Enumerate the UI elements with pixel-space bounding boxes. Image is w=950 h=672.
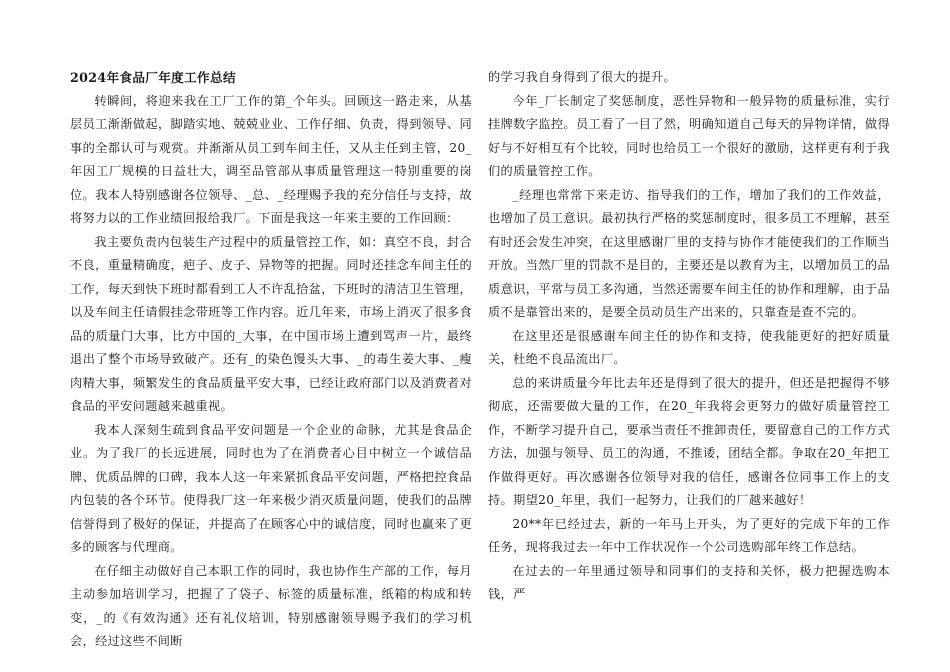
paragraph: 转瞬间，将迎来我在工厂工作的第_个年头。回顾这一路走来，从基层员工渐渐做起，脚踏实地、兢兢业业、工作仔细、负责，得到领导、同事的全都认可与观赏。并渐渐从员工到车间主任，又从主任到主管，20_年因工厂规模的日益壮大，调至品管部从事质量管理这一特别重要的岗位。我本人特别感谢各位领导、_总、_经理赐予我的充分信任与支持，故将努力以的工作业绩回报给我厂。下面是我这一年来主要的工作回顾： — [70, 93, 472, 225]
paragraph: 我本人深刻生疏到食品平安问题是一个企业的命脉，尤其是食品企业。为了我厂的长远进展，同时也为了在消费者心目中树立一个诚信品牌、优质品牌的口碑，我本人这一年来紧抓食品平安问题，严格把控食品内包装的各个环节。使得我厂这一年来极少消灭质量问题，使我们的品牌信誉得到了极好的保证，并提高了在顾客心中的诚信度，同时也赢来了更多的顾客与代理商。 — [70, 422, 472, 554]
left-column — [70, 66, 472, 654]
paragraph: 今年_厂长制定了奖惩制度，恶性异物和一般异物的质量标准，实行挂牌数字监控。员工看了一目了然，明确知道自己每天的异物详情，做得好与不好相互有个比较，同时也给员工一个很好的激励，这样更有利于我们的质量管控工作。 — [488, 93, 890, 178]
paragraph: 我主要负责内包装生产过程中的质量管控工作，如：真空不良，封合不良，重量精确度，疤子、皮子、异物等的把握。同时还挂念车间主任的工作，每天到快下班时都看到工人不许乱拾盆，下班时的清洁卫生管理，以及车间主任请假挂念带班等工作内容。近几年来，市场上消灭了很多食品的质量门大事，比方中国的_大事，在中国市场上遭到骂声一片，最终退出了整个市场导致破产。还有_的染色馒头大事、_的毒生姜大事、_瘦肉精大事，频繁发生的食品质量平安大事，已经让政府部门以及消费者对食品的平安问题越来越重视。 — [70, 234, 472, 413]
paragraph: 在仔细主动做好自己本职工作的同时，我也协作生产部的工作，每月主动参加培训学习，把握了了袋子、标签的质量标准，纸箱的构成和转变，_的《有效沟通》还有礼仪培训，特别感谢领导赐予我们的学习机会，经过这些不间断 — [70, 563, 472, 648]
paragraph: 在这里还是很感谢车间主任的协作和支持，使我能更好的把好质量关，杜绝不良品流出厂。 — [488, 328, 890, 366]
right-column — [488, 66, 890, 607]
paragraph: 的学习我自身得到了很大的提升。 — [488, 70, 677, 84]
paragraph: _经理也常常下来走访、指导我们的工作，增加了我们的工作效益，也增加了员工意识。最初执行严格的奖惩制度时，很多员工不理解，甚至有时还会发生冲突，在这里感谢厂里的支持与协作才能使我们的工作顺当开放。当然厂里的罚款不是目的，主要还是以教育为主，以增加员工的品质意识，平常与员工多沟通，当然还需要车间主任的协作和理解，由于品质不是靠管出来的，是要全员动员生产出来的，只靠查是查不完的。 — [488, 187, 890, 319]
paragraph: 总的来讲质量今年比去年还是得到了很大的提升，但还是把握得不够彻底，还需要做大量的工作，在20_年我将会更努力的做好质量管控工作，不断学习提升自己，要承当责任不推卸责任，要留意自己的工作方式方法，加强与领导、员工的沟通，不推诿，团结全都。争取在20_年把工作做得更好。再次感谢各位领导对我的信任，感谢各位同事工作上的支持。期望20_年里，我们一起努力，让我们的厂越来越好！ — [488, 375, 890, 507]
paragraph: 在过去的一年里通过领导和同事们的支持和关怀，极力把握选购本钱，严 — [488, 563, 890, 601]
document-title: 2024年食品厂年度工作总结 — [70, 70, 236, 85]
paragraph: 20**年已经过去，新的一年马上开头，为了更好的完成下年的工作任务，现将我过去一年中工作状况作一个公司选购部年终工作总结。 — [488, 516, 890, 554]
